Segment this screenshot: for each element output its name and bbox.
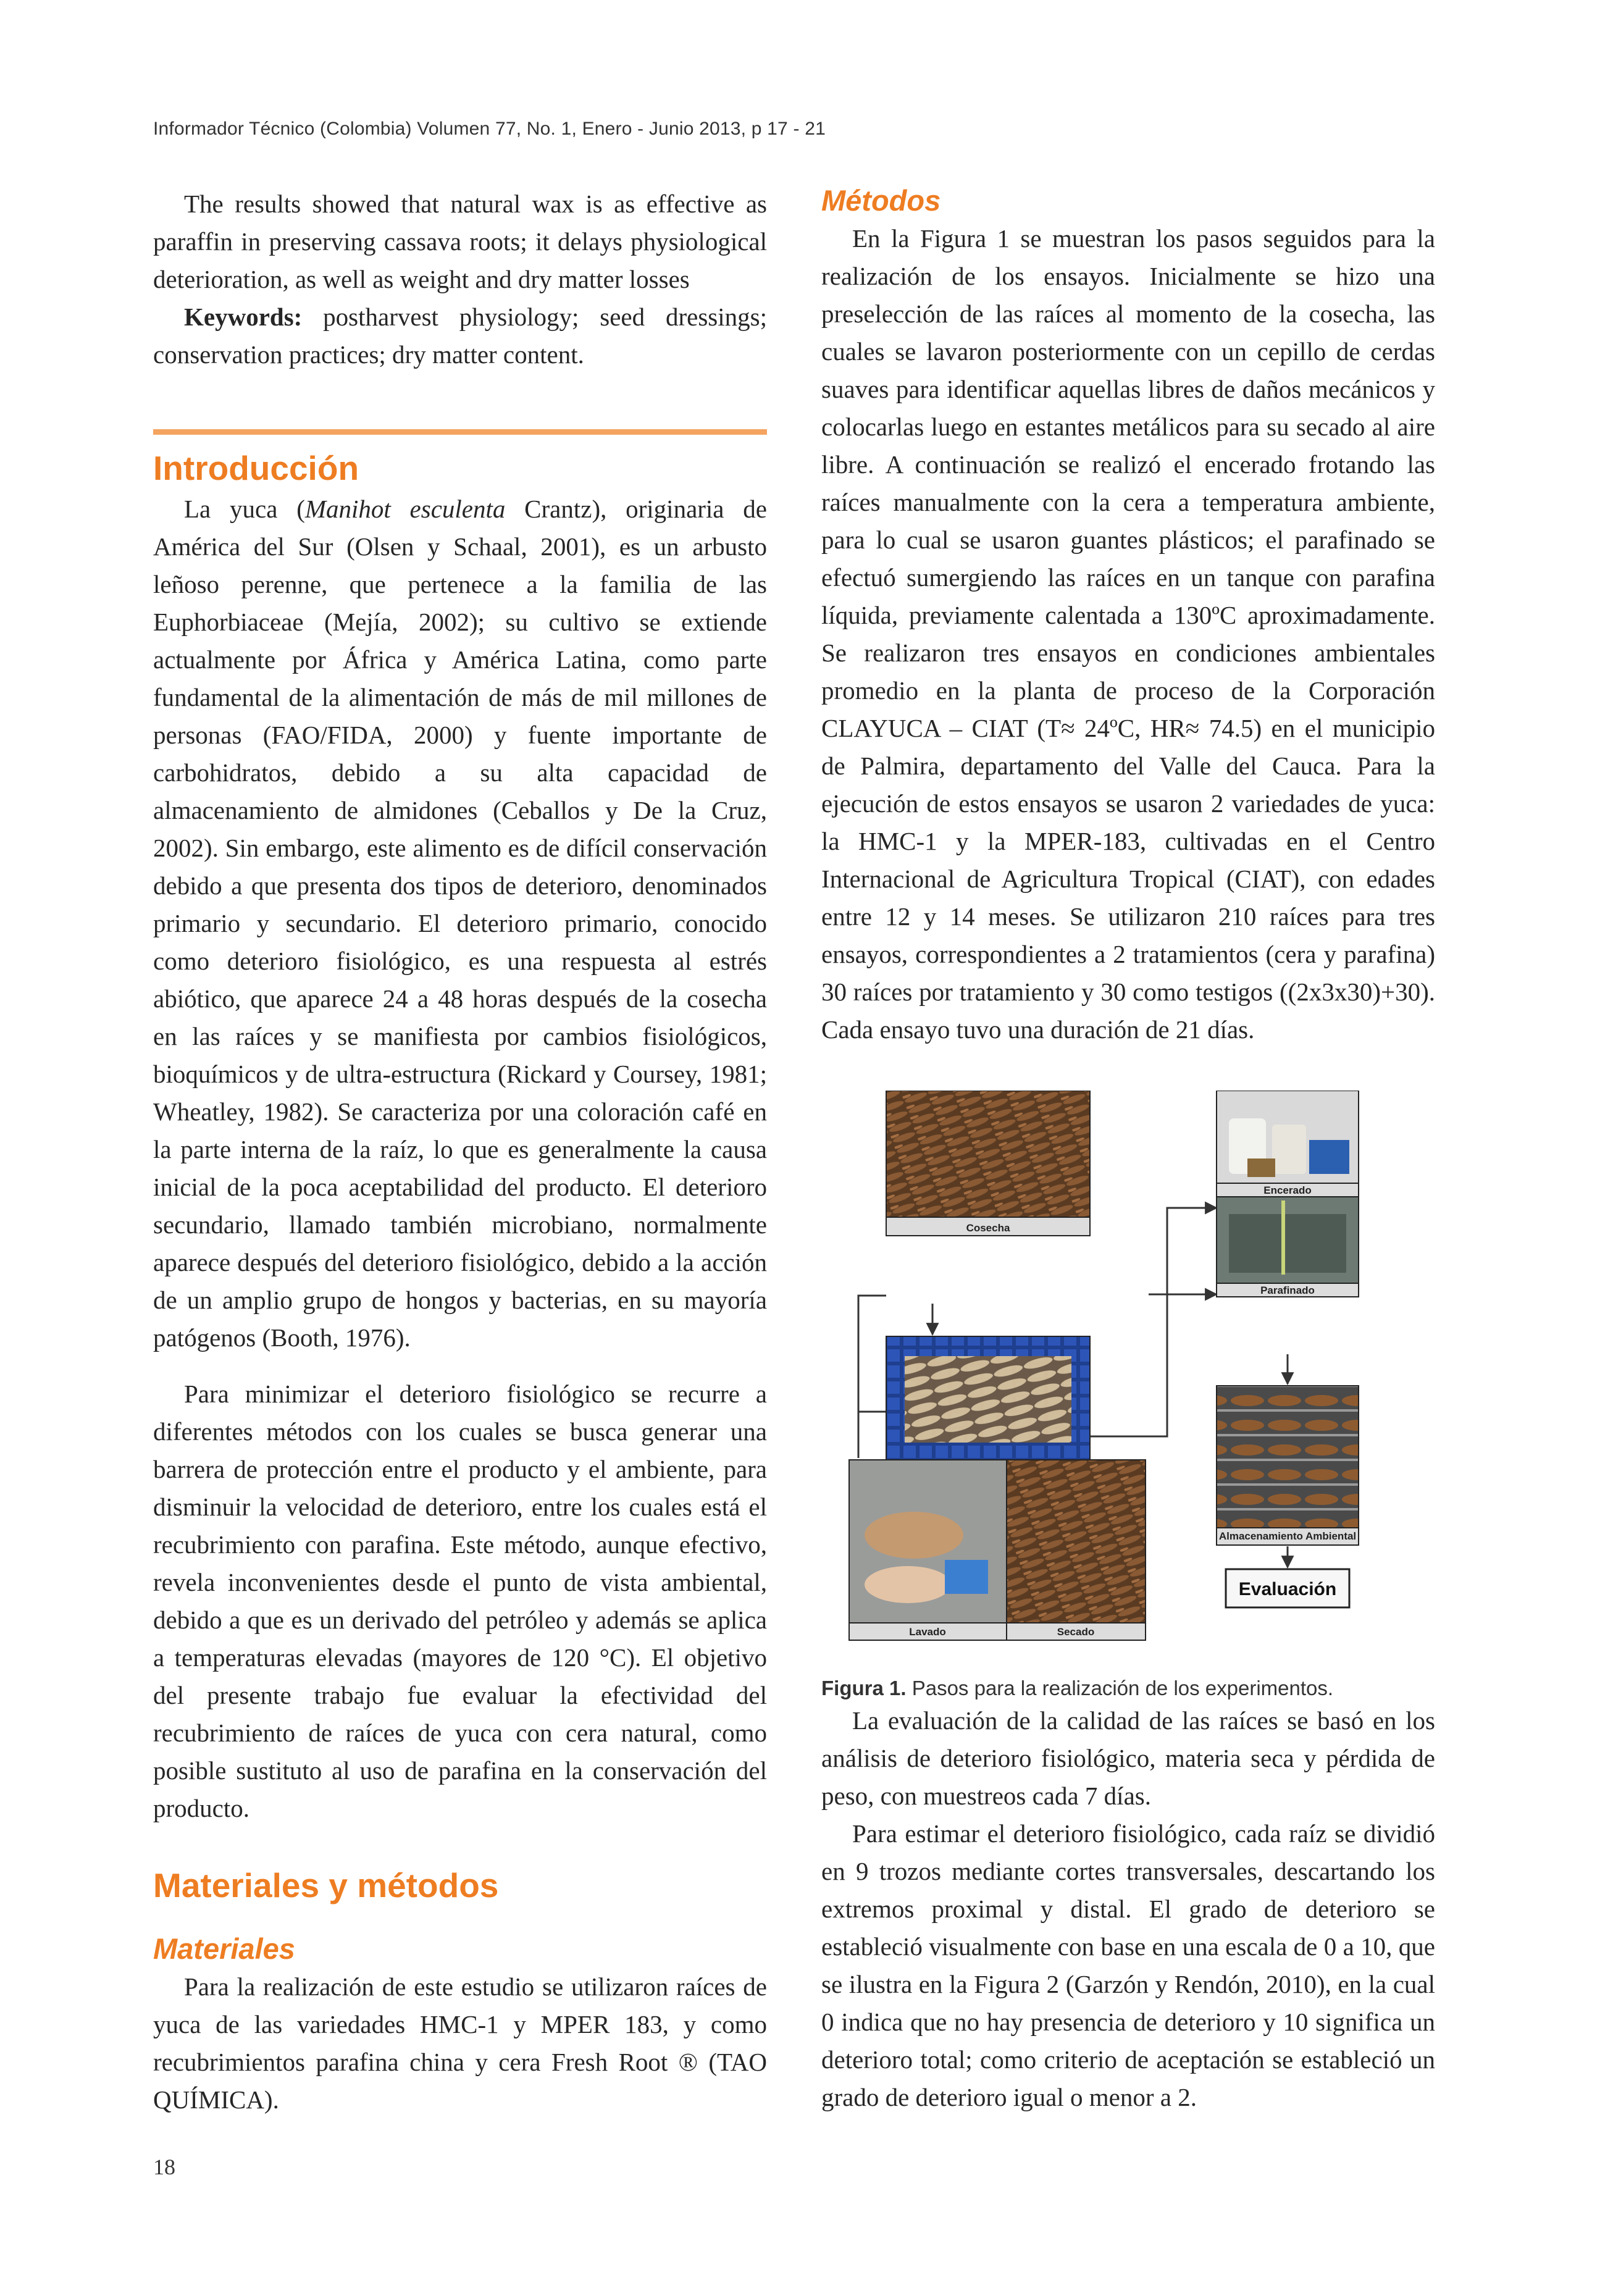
materiales-paragraph: Para la realización de este estudio se utilizaron raíces de yuca de las variedades HMC-1 y MPER 183, y como recubrimientos parafina china y cera Fresh Root ® (TAO QUÍMICA). [153,1972,767,2114]
photo-encerado [1217,1091,1359,1197]
intro-paragraph-2: Para minimizar el deterioro fisiológico se recurre a diferentes métodos con los cuales se busca generar una barrera de protección entre el producto y el ambiente, para disminuir la velocidad de deterioro, entre los cuales está el recubrimiento con parafina. Este método, aunque efectivo, revela inconvenientes desde el punto de vista ambiental, debido a que es un derivado del petróleo y además se aplica a temperaturas elevadas (mayores de 120 °C). El objetivo del presente trabajo fue evaluar la efectividad del recubrimiento de raíces de yuca con cera natural, como posible sustituto al uso de parafina en la conservación del producto. [153,1380,767,1822]
keywords-paragraph [153,298,767,374]
figure-caption [821,1675,1435,1702]
section-divider [153,429,767,435]
intro-text-a: La yuca ( [184,495,305,523]
evaluacion-box [1226,1569,1349,1607]
figure-caption-label: Figura 1. [821,1677,907,1699]
running-header: Informador Técnico (Colombia) Volumen 77, No. 1, Enero - Junio 2013, p 17 - 21 [153,119,826,139]
figure-1-flow-diagram [821,1091,1435,1659]
metodos-paragraph: En la Figura 1 se muestran los pasos seguidos para la realización de los ensayos. Inicialmente se hizo una preselección de las raíces al momento de la cosecha, las cuales se lavaron posteriormente con un cepillo de cerdas suaves para identificar aquellas libres de daños mecánicos y colocarlas luego en estantes metálicos para su secado al aire libre. A continuación se realizó el encerado frotando las raíces manualmente con la cera a temperatura ambiente, para lo cual se usaron guantes plásticos; el parafinado se efectuó sumergiendo las raíces en un tanque con parafina líquida, previamente calentada a 130ºC aproximadamente. Se realizaron tres ensayos en condiciones ambientales promedio en la planta de proceso de la Corporación CLAYUCA – CIAT (T≈ 24ºC, HR≈ 74.5) en el municipio de Palmira, departamento del Valle del Cauca. Para la ejecución de estos ensayos se usaron 2 variedades de yuca: la HMC-1 y la MPER-183, cultivadas en el Centro Internacional de Agricultura Tropical (CIAT), con edades entre 12 y 14 meses. Se utilizaron 210 raíces para tres ensayos, correspondientes a 2 tratamientos (cera y parafina) 30 raíces por tratamiento y 30 como testigos ((2x3x30)+30). Cada ensayo tuvo una duración de 21 días. [821,224,1435,1044]
evaluation-paragraph-2: Para estimar el deterioro fisiológico, cada raíz se dividió en 9 trozos mediante cortes transversales, descartando los extremos proximal y distal. El grado de deterioro se estableció visualmente con base en una escala de 0 a 10, que se ilustra en la Figura 2 (Garzón y Rendón, 2010), en la cual 0 indica que no hay presencia de deterioro y 10 significa un deterioro total; como criterio de aceptación se estableció un grado de deterioro igual o menor a 2. [821,1819,1435,2111]
flow-diagram-svg [821,1091,1435,1659]
label-almacenamiento: Almacenamiento Ambiental [1218,1530,1357,1542]
right-column [821,185,1435,2116]
photo-almacenamiento [1217,1386,1359,1545]
photo-cosecha [886,1091,1090,1236]
keywords-text: postharvest physiology; seed dressings; conservation practices; dry matter content. [153,303,767,369]
label-encerado: Encerado [1263,1184,1312,1196]
photo-lavado [849,1460,1007,1640]
label-lavado: Lavado [909,1626,946,1638]
left-column [153,185,767,2119]
photo-seleccion [886,1336,1090,1477]
intro-paragraph-1 [153,490,767,1357]
page-number: 18 [153,2155,175,2179]
materiales-heading: Materiales [153,1932,295,1965]
keywords-label: Keywords: [184,303,303,331]
label-cosecha: Cosecha [966,1222,1010,1234]
materials-methods-heading: Materiales y métodos [153,1866,499,1904]
photo-parafinado [1217,1197,1359,1297]
metodos-heading: Métodos [821,184,941,217]
arrow-to-encerado [1090,1208,1217,1436]
species-name: Manihot esculenta [304,495,506,523]
photo-secado [1007,1460,1146,1640]
intro-heading: Introducción [153,449,359,487]
evaluation-paragraph-1: La evaluación de la calidad de las raíces se basó en los análisis de deterioro fisiológico, materia seca y pérdida de peso, con muestreos cada 7 días. [821,1706,1435,1810]
figure-caption-text: Pasos para la realización de los experimentos. [906,1677,1334,1699]
intro-text-b: Crantz), originaria de América del Sur (Olsen y Schaal, 2001), es un arbusto leñoso perenne, que pertenece a la familia de las Euphorbiaceae (Mejía, 2002); su cultivo se extiende actualmente por África y América Latina, como parte fundamental de la alimentación de más de mil millones de personas (FAO/FIDA, 2000) y fuente importante de carbohidratos, debido a su alta capacidad de almacenamiento de almidones (Ceballos y De la Cruz, 2002). Sin embargo, este alimento es de difícil conservación debido a que presenta dos tipos de deterioro, denominados primario y secundario. El deterioro primario, conocido como deterioro fisiológico, es una respuesta al estrés abiótico, que aparece 24 a 48 horas después de la cosecha en las raíces y se manifiesta por cambios fisiológicos, bioquímicos y de ultra-estructura (Rickard y Coursey, 1981; Wheatley, 1982). Se caracteriza por una coloración café en la parte interna de la raíz, lo que es generalmente la causa inicial de la poca aceptabilidad del producto. El deterioro secundario, llamado también microbiano, normalmente aparece después del deterioro fisiológico, debido a la acción de un amplio grupo de hongos y bacterias, en su mayoría patógenos (Booth, 1976). [153,495,767,1352]
abstract-paragraph: The results showed that natural wax is as effective as paraffin in preserving cassava roots; it delays physiological deterioration, as well as weight and dry matter losses [153,190,767,293]
label-evaluacion: Evaluación [1238,1579,1337,1599]
connector-line [858,1296,886,1455]
label-secado: Secado [1057,1626,1095,1638]
label-parafinado: Parafinado [1260,1284,1315,1296]
